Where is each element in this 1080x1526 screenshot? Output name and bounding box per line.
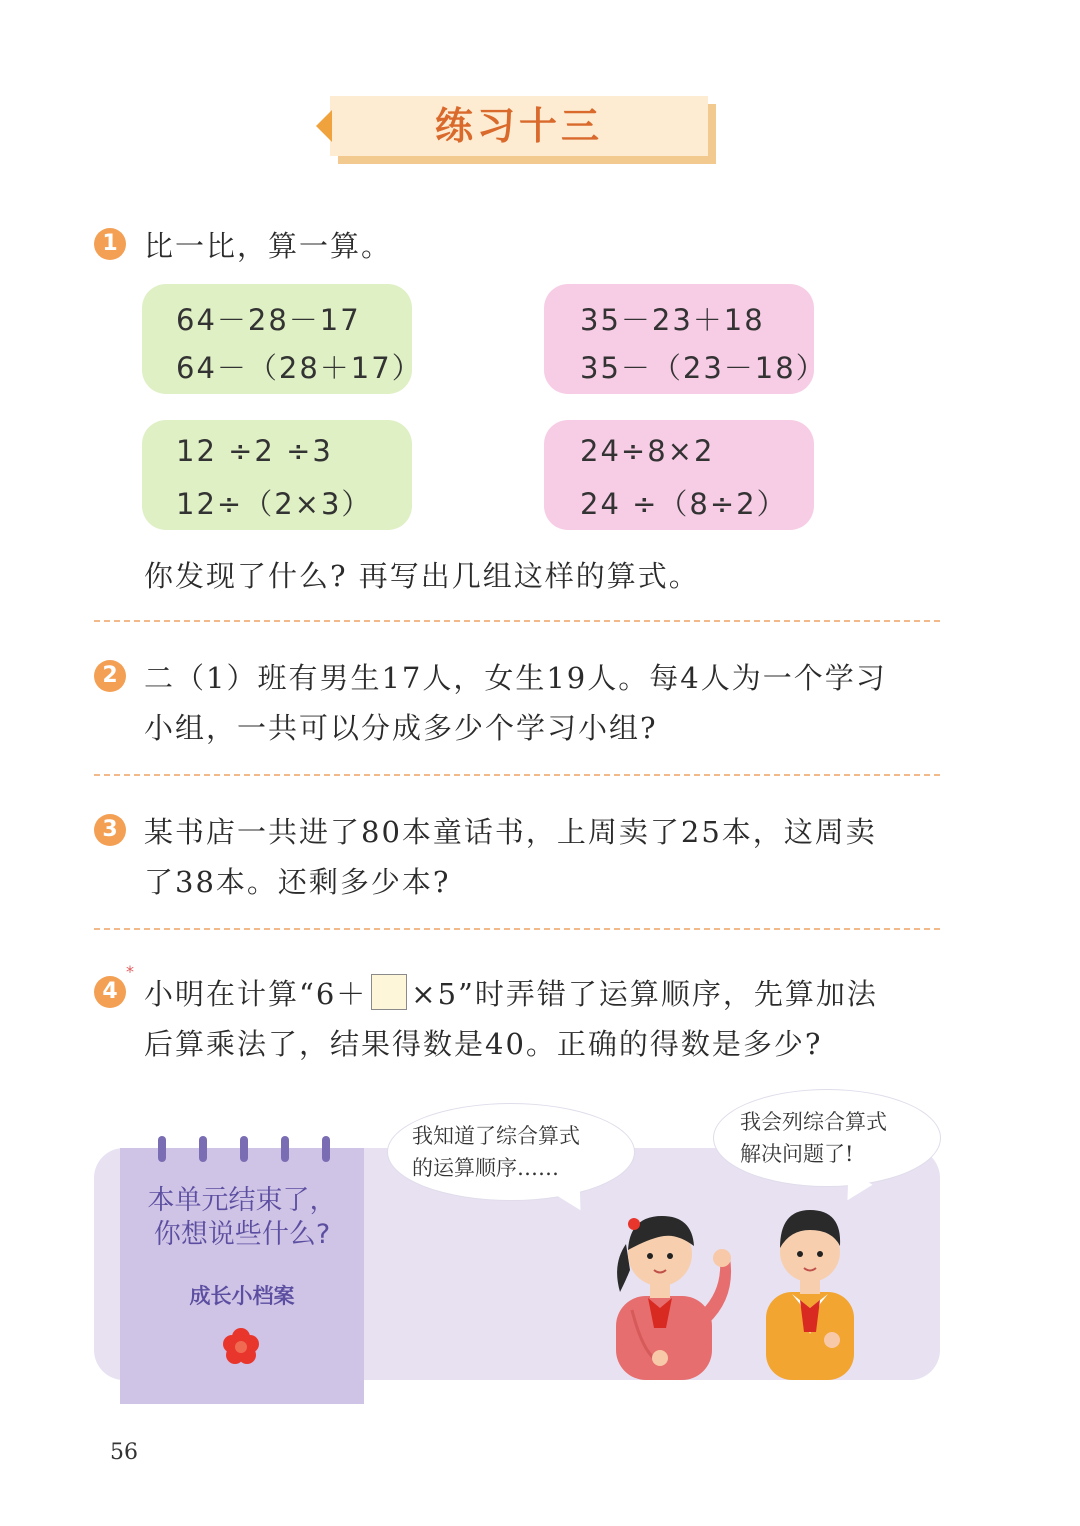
problem-1-text: 比一比，算一算。 bbox=[144, 229, 393, 263]
notepad-question-line2: 你想说些什么? bbox=[153, 1219, 331, 1250]
problem-3-number: 3 bbox=[94, 814, 126, 846]
girl-speech-text bbox=[412, 1120, 580, 1184]
expression-line: 64－（28＋17） bbox=[176, 351, 423, 385]
divider bbox=[94, 928, 940, 930]
flower-icon bbox=[221, 1326, 261, 1366]
problem-4-line1-post: ×5”时弄错了运算顺序，先算加法 bbox=[411, 977, 878, 1011]
boy-illustration bbox=[762, 1204, 858, 1380]
divider bbox=[94, 774, 940, 776]
girl-speech-line1: 我知道了综合算式 bbox=[412, 1124, 580, 1148]
notepad-ring-icon bbox=[281, 1136, 289, 1162]
answer-box[interactable] bbox=[371, 974, 407, 1010]
expression-line: 24 ÷（8÷2） bbox=[580, 487, 788, 521]
notepad-ring-icon bbox=[199, 1136, 207, 1162]
problem-2-line1: 二（1）班有男生17人，女生19人。每4人为一个学习 bbox=[144, 661, 887, 695]
expression-line: 35－（23－18） bbox=[580, 351, 827, 385]
problem-3-line1: 某书店一共进了80本童话书，上周卖了25本，这周卖 bbox=[144, 815, 877, 849]
problem-4-line2: 后算乘法了，结果得数是40。正确的得数是多少? bbox=[144, 1027, 823, 1061]
expression-card-2 bbox=[544, 284, 827, 394]
expression-card-4 bbox=[544, 420, 814, 530]
notepad-question-line1: 本单元结束了， bbox=[147, 1185, 337, 1216]
problem-4-line1 bbox=[144, 972, 878, 1013]
notepad-ring-icon bbox=[322, 1136, 330, 1162]
problem-2-number: 2 bbox=[94, 660, 126, 692]
notepad-subtitle: 成长小档案 bbox=[189, 1284, 295, 1308]
expression-line: 12 ÷2 ÷3 bbox=[176, 434, 333, 468]
expression-line: 35－23＋18 bbox=[580, 303, 765, 337]
problem-2-line2: 小组，一共可以分成多少个学习小组? bbox=[144, 711, 658, 745]
girl-speech-line2: 的运算顺序…… bbox=[412, 1156, 559, 1180]
expression-card-3 bbox=[142, 420, 412, 530]
girl-illustration bbox=[604, 1200, 734, 1380]
problem-4-line1-pre: 小明在计算“6＋ bbox=[144, 977, 368, 1011]
boy-speech-line1: 我会列综合算式 bbox=[740, 1110, 887, 1134]
discover-prompt: 你发现了什么? 再写出几组这样的算式。 bbox=[144, 559, 700, 593]
expression-card-1 bbox=[142, 284, 423, 394]
boy-speech-line2: 解决问题了! bbox=[740, 1142, 854, 1166]
divider bbox=[94, 620, 940, 622]
boy-speech-text bbox=[740, 1106, 887, 1170]
problem-4-number: 4 bbox=[94, 976, 126, 1008]
expression-line: 24÷8×2 bbox=[580, 434, 715, 468]
notepad-question bbox=[120, 1184, 364, 1252]
problem-3-line2: 了38本。还剩多少本? bbox=[144, 865, 451, 899]
problem-1-number: 1 bbox=[94, 228, 126, 260]
expression-line: 64－28－17 bbox=[176, 303, 361, 337]
page-number: 56 bbox=[110, 1440, 138, 1465]
expression-line: 12÷（2×3） bbox=[176, 487, 373, 521]
challenge-star-icon: * bbox=[126, 962, 134, 981]
notepad-ring-icon bbox=[158, 1136, 166, 1162]
page-title: 练习十三 bbox=[434, 103, 603, 148]
notepad-ring-icon bbox=[240, 1136, 248, 1162]
